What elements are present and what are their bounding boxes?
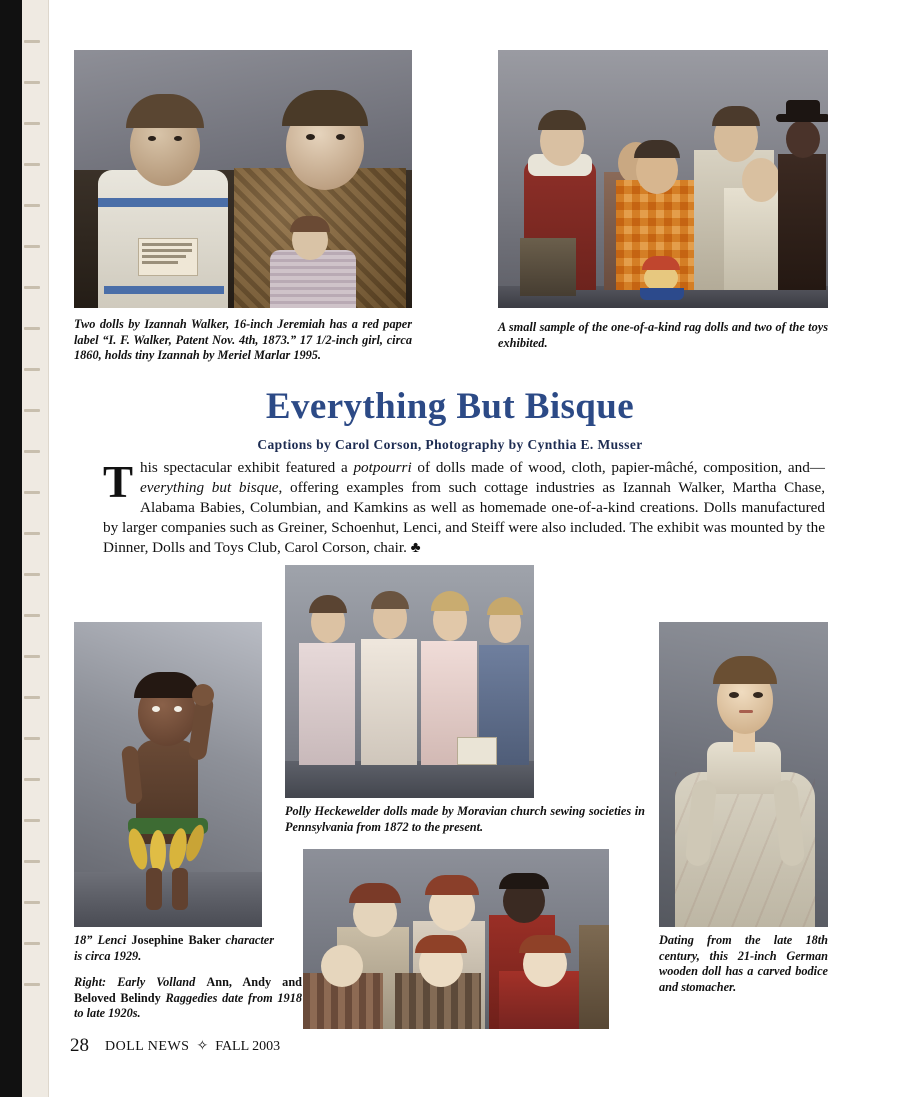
photo-lenci — [74, 622, 262, 927]
article-body — [103, 458, 825, 558]
caption-german-wooden — [659, 933, 828, 995]
photo-german-wooden — [659, 622, 828, 927]
caption-lenci-c: character is circa 1929. — [74, 933, 274, 963]
article-body-p3: , offering examples from such cottage industries as Izannah Walker, Martha Chase, Alabama Babies, Columbian, and Kamkins as well as homemade one-of-a-kind creations. Dolls manufactured by larger companies such as Greiner, Schoenhut, Lenci, and Steiff were also included. The exhibit was mounted by the Dinner, Dolls and Toys Club, Carol Corson, chair. ♣ — [103, 479, 825, 557]
article-body-p1: his spectacular exhibit featured a — [140, 459, 354, 476]
article-body-italic1: potpourri — [353, 459, 412, 476]
article-body-p2: of dolls made of wood, cloth, papier-mâché, composition, and— — [411, 459, 825, 476]
caption-moravian — [285, 804, 645, 835]
issue-label: FALL 2003 — [215, 1039, 281, 1054]
caption-top-right — [498, 320, 828, 351]
article-body-italic2: everything but bisque — [140, 479, 279, 497]
caption-top-left — [74, 317, 412, 364]
photo-raggedies — [303, 849, 609, 1029]
page-footer — [70, 1035, 570, 1057]
photo-moravian — [285, 565, 534, 798]
caption-german-wooden-text: Dating from the late 18th century, this 21-inch German wooden doll has a carved bodice and stomacher. — [659, 933, 828, 994]
footer-separator: ✧ — [196, 1039, 209, 1054]
byline: Captions by Carol Corson, Photography by Cynthia E. Musser — [257, 437, 643, 452]
magazine-name: DOLL NEWS — [105, 1039, 190, 1054]
caption-raggedies-b: Ann, Andy and Beloved Belindy — [74, 975, 302, 1005]
caption-top-right-text: A small sample of the one-of-a-kind rag dolls and two of the toys exhibited. — [498, 320, 828, 350]
photo-top-left — [74, 50, 412, 308]
caption-lenci — [74, 933, 274, 964]
caption-top-left-text: Two dolls by Izannah Walker, 16-inch Jeremiah has a red paper label “I. F. Walker, Patent Nov. 4th, 1873.” 17 1/2-inch girl, circa 1860, holds tiny Izannah by Meriel Marlar 1995. — [74, 317, 412, 363]
caption-raggedies-a: Right: Early Volland — [74, 975, 207, 989]
caption-raggedies — [74, 975, 302, 1022]
page-title: Everything But Bisque — [265, 386, 635, 427]
page-binding-edge — [0, 0, 22, 1097]
photo-top-right — [498, 50, 828, 308]
folio-number: 28 — [70, 1035, 89, 1056]
binding-holes — [24, 40, 46, 1050]
drop-cap: T — [103, 457, 134, 507]
caption-lenci-b: Josephine Baker — [131, 933, 226, 947]
caption-raggedies-c: Raggedies date from 1918 to late 1920s. — [74, 990, 302, 1021]
caption-lenci-a: 18” Lenci — [74, 933, 132, 947]
caption-moravian-text: Polly Heckewelder dolls made by Moravian church sewing societies in Pennsylvania from 1872 to the present. — [285, 804, 645, 834]
